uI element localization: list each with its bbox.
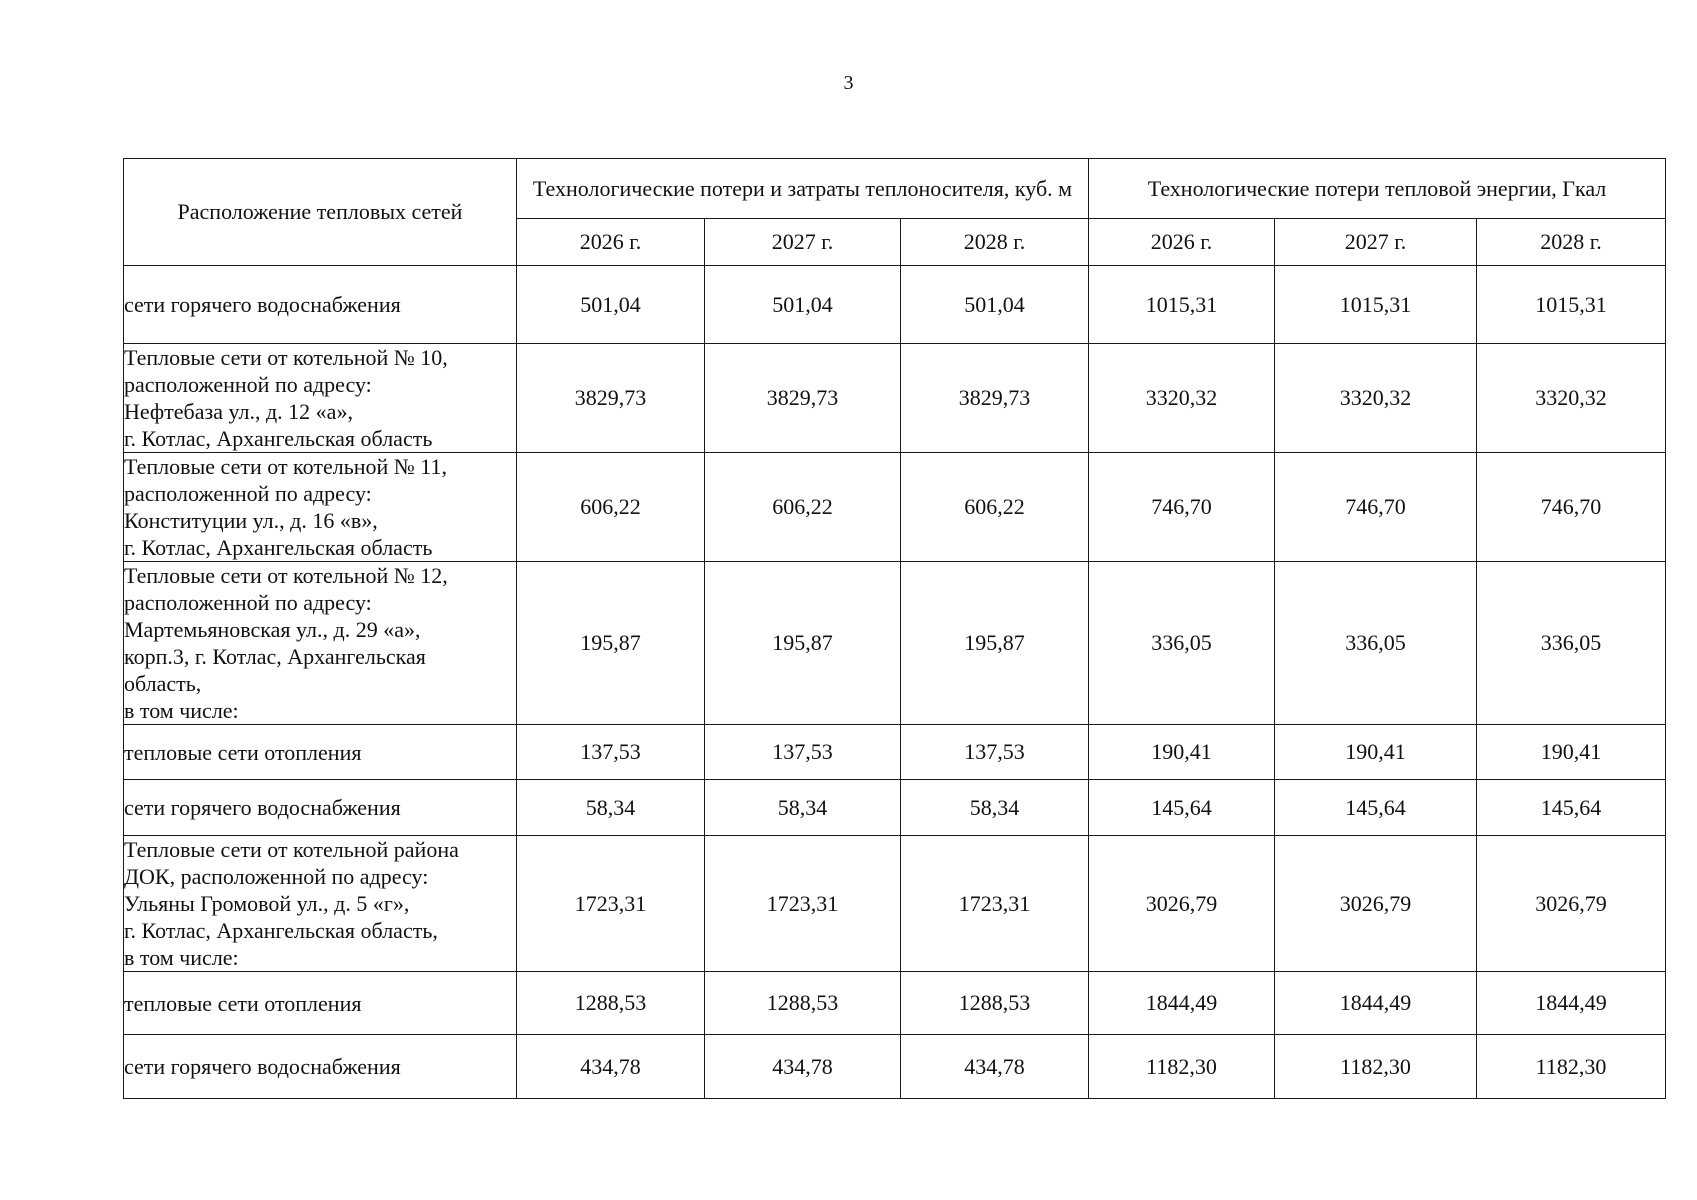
value-cell: 3829,73 (705, 344, 901, 453)
location-column-header: Расположение тепловых сетей (124, 159, 517, 266)
location-cell (124, 266, 517, 344)
location-cell (124, 780, 517, 836)
value-cell: 58,34 (901, 780, 1089, 836)
value-cell: 137,53 (705, 725, 901, 780)
location-line: г. Котлас, Архангельская область (124, 535, 433, 560)
value-cell: 1844,49 (1275, 972, 1477, 1035)
location-line: Мартемьяновская ул., д. 29 «а», (124, 617, 421, 642)
value-cell: 1288,53 (705, 972, 901, 1035)
location-line: г. Котлас, Архангельская область, (124, 918, 438, 943)
value-cell: 606,22 (517, 453, 705, 562)
value-cell: 58,34 (705, 780, 901, 836)
table-row (124, 453, 1666, 562)
value-cell: 3320,32 (1089, 344, 1275, 453)
value-cell: 195,87 (517, 562, 705, 725)
location-cell (124, 453, 517, 562)
location-line: Тепловые сети от котельной № 12, (124, 563, 448, 588)
location-line: Тепловые сети от котельной № 11, (124, 454, 447, 479)
table-row (124, 780, 1666, 836)
year-header: 2026 г. (517, 219, 705, 266)
value-cell: 195,87 (901, 562, 1089, 725)
value-cell: 145,64 (1089, 780, 1275, 836)
location-cell (124, 1035, 517, 1099)
location-line: в том числе: (124, 945, 239, 970)
value-cell: 434,78 (517, 1035, 705, 1099)
year-header: 2027 г. (1275, 219, 1477, 266)
table-header (124, 159, 1666, 266)
location-line: тепловые сети отопления (124, 990, 362, 1016)
value-cell: 606,22 (705, 453, 901, 562)
value-cell: 1015,31 (1477, 266, 1666, 344)
year-header: 2027 г. (705, 219, 901, 266)
value-cell: 501,04 (901, 266, 1089, 344)
location-line: Ульяны Громовой ул., д. 5 «г», (124, 891, 410, 916)
location-line: расположенной по адресу: (124, 590, 372, 615)
year-header: 2028 г. (901, 219, 1089, 266)
value-cell: 3026,79 (1089, 836, 1275, 972)
location-line: г. Котлас, Архангельская область (124, 426, 433, 451)
value-cell: 746,70 (1477, 453, 1666, 562)
value-cell: 1182,30 (1089, 1035, 1275, 1099)
year-header: 2026 г. (1089, 219, 1275, 266)
location-cell (124, 972, 517, 1035)
location-line: Тепловые сети от котельной района (124, 837, 459, 862)
value-cell: 336,05 (1275, 562, 1477, 725)
location-line: расположенной по адресу: (124, 481, 372, 506)
coolant-losses-header: Технологические потери и затраты теплоносителя, куб. м (517, 159, 1089, 219)
value-cell: 3320,32 (1477, 344, 1666, 453)
value-cell: 190,41 (1477, 725, 1666, 780)
location-cell (124, 836, 517, 972)
location-cell (124, 562, 517, 725)
heat-energy-losses-header: Технологические потери тепловой энергии, Гкал (1089, 159, 1666, 219)
table-row (124, 972, 1666, 1035)
value-cell: 137,53 (901, 725, 1089, 780)
value-cell: 3026,79 (1477, 836, 1666, 972)
value-cell: 3026,79 (1275, 836, 1477, 972)
value-cell: 1182,30 (1275, 1035, 1477, 1099)
table-body (124, 266, 1666, 1099)
table-row (124, 266, 1666, 344)
value-cell: 746,70 (1275, 453, 1477, 562)
value-cell: 3829,73 (901, 344, 1089, 453)
location-line: Нефтебаза ул., д. 12 «а», (124, 399, 353, 424)
value-cell: 3320,32 (1275, 344, 1477, 453)
location-line: сети горячего водоснабжения (124, 292, 401, 317)
value-cell: 1723,31 (705, 836, 901, 972)
value-cell: 1844,49 (1477, 972, 1666, 1035)
location-line: тепловые сети отопления (124, 739, 362, 765)
table-row (124, 1035, 1666, 1099)
value-cell: 336,05 (1089, 562, 1275, 725)
table-row (124, 344, 1666, 453)
location-line: Тепловые сети от котельной № 10, (124, 345, 448, 370)
value-cell: 434,78 (705, 1035, 901, 1099)
value-cell: 746,70 (1089, 453, 1275, 562)
value-cell: 1723,31 (901, 836, 1089, 972)
location-line: область, (124, 671, 202, 696)
table-row (124, 725, 1666, 780)
value-cell: 190,41 (1275, 725, 1477, 780)
location-cell (124, 725, 517, 780)
value-cell: 606,22 (901, 453, 1089, 562)
value-cell: 501,04 (705, 266, 901, 344)
location-line: расположенной по адресу: (124, 372, 372, 397)
location-line: ДОК, расположенной по адресу: (124, 864, 429, 889)
value-cell: 434,78 (901, 1035, 1089, 1099)
value-cell: 145,64 (1275, 780, 1477, 836)
value-cell: 1015,31 (1089, 266, 1275, 344)
location-line: корп.3, г. Котлас, Архангельская (124, 644, 426, 669)
value-cell: 190,41 (1089, 725, 1275, 780)
year-header: 2028 г. (1477, 219, 1666, 266)
value-cell: 1288,53 (517, 972, 705, 1035)
value-cell: 336,05 (1477, 562, 1666, 725)
location-cell (124, 344, 517, 453)
location-line: в том числе: (124, 698, 239, 723)
location-line: Конституции ул., д. 16 «в», (124, 508, 378, 533)
table-row (124, 562, 1666, 725)
location-line: сети горячего водоснабжения (124, 1054, 401, 1079)
value-cell: 137,53 (517, 725, 705, 780)
value-cell: 3829,73 (517, 344, 705, 453)
value-cell: 1015,31 (1275, 266, 1477, 344)
page-number: 3 (843, 72, 854, 94)
value-cell: 1723,31 (517, 836, 705, 972)
value-cell: 58,34 (517, 780, 705, 836)
table-row (124, 836, 1666, 972)
value-cell: 195,87 (705, 562, 901, 725)
location-line: сети горячего водоснабжения (124, 795, 401, 820)
value-cell: 501,04 (517, 266, 705, 344)
value-cell: 145,64 (1477, 780, 1666, 836)
heat-losses-table (123, 158, 1666, 1099)
value-cell: 1844,49 (1089, 972, 1275, 1035)
value-cell: 1182,30 (1477, 1035, 1666, 1099)
value-cell: 1288,53 (901, 972, 1089, 1035)
